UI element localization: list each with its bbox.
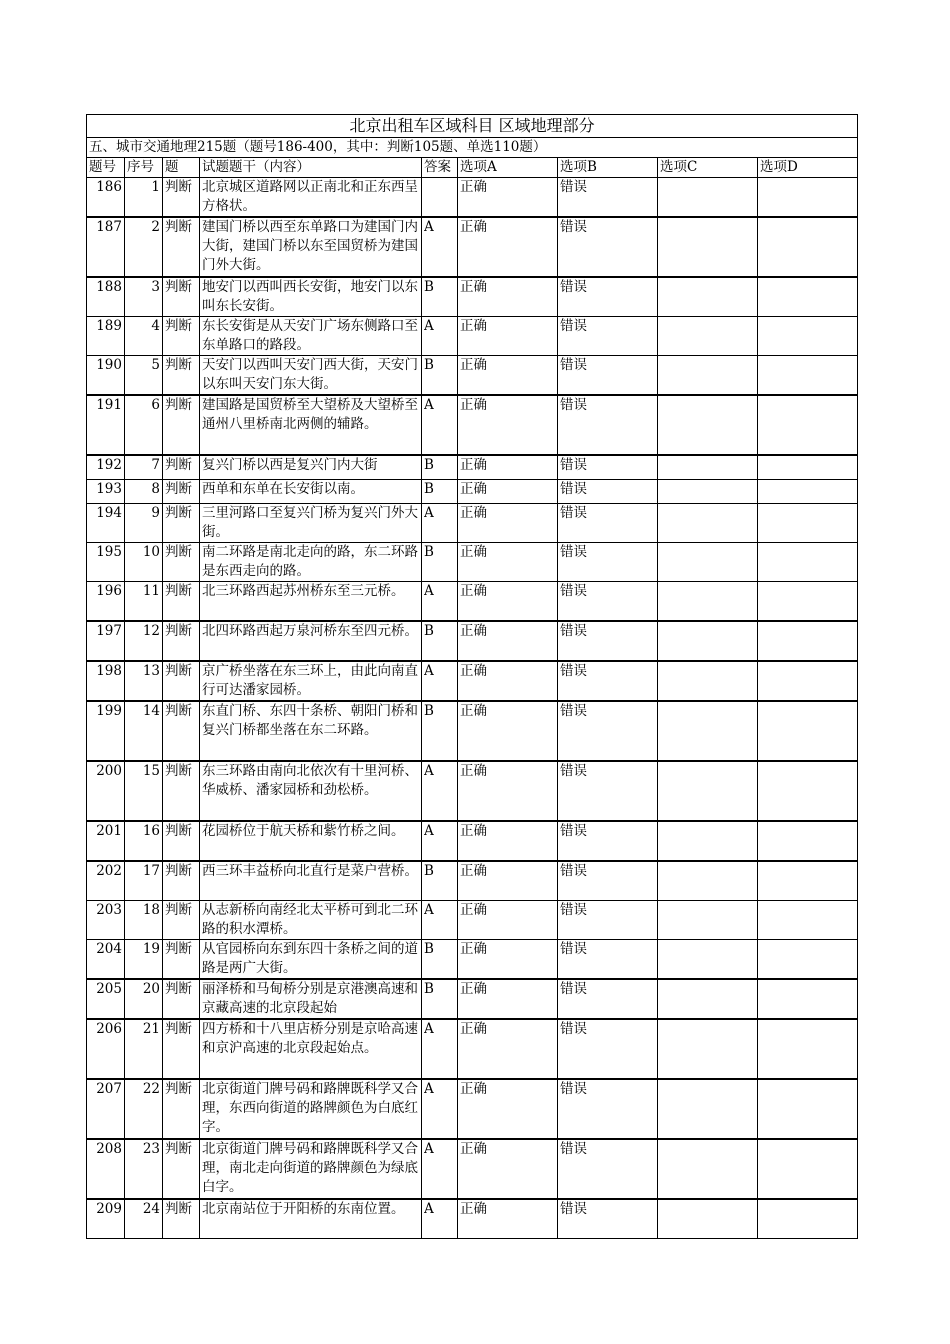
- answer: B: [424, 941, 434, 957]
- sequence-number: 23: [142, 1141, 160, 1157]
- table-row: [87, 940, 858, 980]
- question-number: 201: [96, 823, 122, 839]
- option-a: 正确: [460, 981, 487, 997]
- question-text: 南二环路是南北走向的路，东二环路是东西走向的路。: [202, 544, 418, 579]
- table-row: [87, 1199, 858, 1239]
- answer: A: [424, 505, 434, 521]
- table-row: [87, 701, 858, 761]
- question-text: 从官园桥向东到东四十条桥之间的道路是两广大街。: [202, 941, 418, 976]
- table-row: [87, 1019, 858, 1079]
- sequence-number: 14: [142, 703, 160, 719]
- question-type: 判断: [165, 318, 192, 334]
- table-row: [87, 356, 858, 396]
- option-b: 错误: [560, 663, 587, 679]
- answer: A: [424, 1081, 434, 1097]
- answer: B: [424, 703, 434, 719]
- question-table: [86, 114, 858, 1239]
- option-a: 正确: [460, 902, 487, 918]
- header-row: [87, 158, 858, 178]
- option-a: 正确: [460, 505, 487, 521]
- answer: A: [424, 583, 434, 599]
- option-b: 错误: [560, 1141, 587, 1157]
- question-type: 判断: [165, 544, 192, 560]
- option-a: 正确: [460, 1201, 487, 1217]
- question-number: 202: [96, 863, 122, 879]
- answer: A: [424, 823, 434, 839]
- question-number: 200: [96, 763, 122, 779]
- question-type: 判断: [165, 505, 192, 521]
- question-number: 204: [96, 941, 122, 957]
- option-a: 正确: [460, 318, 487, 334]
- table-row: [87, 821, 858, 861]
- option-b: 错误: [560, 179, 587, 195]
- option-a: 正确: [460, 481, 487, 497]
- question-type: 判断: [165, 981, 192, 997]
- question-type: 判断: [165, 663, 192, 679]
- question-type: 判断: [165, 902, 192, 918]
- option-a: 正确: [460, 583, 487, 599]
- option-b: 错误: [560, 902, 587, 918]
- question-number: 206: [96, 1021, 122, 1037]
- sequence-number: 2: [151, 219, 160, 235]
- option-a: 正确: [460, 763, 487, 779]
- answer: A: [424, 219, 434, 235]
- option-b: 错误: [560, 703, 587, 719]
- question-text: 北京街道门牌号码和路牌既科学又合理，东西向街道的路牌颜色为白底红字。: [202, 1081, 418, 1135]
- question-number: 192: [96, 457, 122, 473]
- option-b: 错误: [560, 1201, 587, 1217]
- answer: B: [424, 279, 434, 295]
- answer: B: [424, 623, 434, 639]
- table-row: [87, 395, 858, 455]
- question-type: 判断: [165, 863, 192, 879]
- sequence-number: 12: [142, 623, 160, 639]
- table-row: [87, 979, 858, 1019]
- option-b: 错误: [560, 481, 587, 497]
- option-a: 正确: [460, 219, 487, 235]
- sequence-number: 15: [142, 763, 160, 779]
- answer: A: [424, 763, 434, 779]
- question-text: 东三环路由南向北依次有十里河桥、华威桥、潘家园桥和劲松桥。: [202, 763, 418, 798]
- question-text: 西三环丰益桥向北直行是菜户营桥。: [202, 863, 418, 879]
- sequence-number: 9: [151, 505, 160, 521]
- question-number: 190: [96, 357, 122, 373]
- option-b: 错误: [560, 318, 587, 334]
- answer: B: [424, 981, 434, 997]
- question-text: 从志新桥向南经北太平桥可到北二环路的积水潭桥。: [202, 902, 418, 937]
- section-heading: 五、城市交通地理215题（题号186-400，其中：判断105题、单选110题）: [87, 138, 858, 158]
- question-type: 判断: [165, 219, 192, 235]
- table-row: [87, 861, 858, 901]
- sequence-number: 18: [142, 902, 160, 918]
- table-row: [87, 761, 858, 821]
- header-option-c: 选项C: [658, 158, 758, 178]
- sequence-number: 6: [151, 397, 160, 413]
- question-type: 判断: [165, 623, 192, 639]
- answer: B: [424, 544, 434, 560]
- question-text: 东直门桥、东四十条桥、朝阳门桥和复兴门桥都坐落在东二环路。: [202, 703, 418, 738]
- question-number: 209: [96, 1201, 122, 1217]
- question-type: 判断: [165, 1021, 192, 1037]
- option-b: 错误: [560, 623, 587, 639]
- sequence-number: 13: [142, 663, 160, 679]
- question-type: 判断: [165, 397, 192, 413]
- question-text: 北京城区道路网以正南北和正东西呈方格状。: [202, 179, 418, 214]
- table-row: [87, 178, 858, 218]
- question-text: 复兴门桥以西是复兴门内大街: [202, 457, 378, 473]
- question-number: 187: [96, 219, 122, 235]
- header-seq: 序号: [125, 158, 163, 178]
- question-text: 地安门以西叫西长安街，地安门以东叫东长安街。: [202, 279, 418, 314]
- table-row: [87, 901, 858, 940]
- option-a: 正确: [460, 357, 487, 373]
- sequence-number: 7: [151, 457, 160, 473]
- option-a: 正确: [460, 1141, 487, 1157]
- option-b: 错误: [560, 863, 587, 879]
- header-option-b: 选项B: [558, 158, 658, 178]
- header-question-text: 试题题干（内容）: [200, 158, 422, 178]
- header-answer: 答案: [422, 158, 458, 178]
- question-text: 北三环路西起苏州桥东至三元桥。: [202, 583, 405, 599]
- question-text: 丽泽桥和马甸桥分别是京港澳高速和京藏高速的北京段起始: [202, 981, 418, 1016]
- sequence-number: 16: [142, 823, 160, 839]
- sequence-number: 5: [151, 357, 160, 373]
- answer: A: [424, 1201, 434, 1217]
- sequence-number: 4: [151, 318, 160, 334]
- option-a: 正确: [460, 1081, 487, 1097]
- table-row: [87, 543, 858, 582]
- question-text: 北京南站位于开阳桥的东南位置。: [202, 1201, 405, 1217]
- answer: B: [424, 457, 434, 473]
- option-a: 正确: [460, 823, 487, 839]
- option-b: 错误: [560, 981, 587, 997]
- question-number: 196: [96, 583, 122, 599]
- question-type: 判断: [165, 941, 192, 957]
- sequence-number: 24: [142, 1201, 160, 1217]
- question-text: 京广桥坐落在东三环上，由此向南直行可达潘家园桥。: [202, 663, 418, 698]
- option-b: 错误: [560, 357, 587, 373]
- question-number: 208: [96, 1141, 122, 1157]
- option-b: 错误: [560, 219, 587, 235]
- question-type: 判断: [165, 457, 192, 473]
- table-row: [87, 621, 858, 661]
- question-number: 199: [96, 703, 122, 719]
- answer: B: [424, 863, 434, 879]
- question-text: 三里河路口至复兴门桥为复兴门外大街。: [202, 505, 418, 540]
- sequence-number: 11: [142, 583, 160, 599]
- question-text: 东长安街是从天安门广场东侧路口至东单路口的路段。: [202, 318, 418, 353]
- question-sheet: [86, 114, 857, 1239]
- option-b: 错误: [560, 544, 587, 560]
- question-number: 193: [96, 481, 122, 497]
- question-type: 判断: [165, 823, 192, 839]
- answer: A: [424, 397, 434, 413]
- question-number: 195: [96, 544, 122, 560]
- question-type: 判断: [165, 179, 192, 195]
- header-question-no: 题号: [87, 158, 125, 178]
- question-text: 四方桥和十八里店桥分别是京哈高速和京沪高速的北京段起始点。: [202, 1021, 418, 1056]
- option-a: 正确: [460, 863, 487, 879]
- option-b: 错误: [560, 941, 587, 957]
- answer: B: [424, 357, 434, 373]
- table-row: [87, 1079, 858, 1139]
- sequence-number: 10: [142, 544, 160, 560]
- answer: A: [424, 1141, 434, 1157]
- question-type: 判断: [165, 357, 192, 373]
- sequence-number: 22: [142, 1081, 160, 1097]
- question-text: 北四环路西起万泉河桥东至四元桥。: [202, 623, 418, 639]
- sequence-number: 19: [142, 941, 160, 957]
- option-b: 错误: [560, 823, 587, 839]
- answer: A: [424, 1021, 434, 1037]
- table-row: [87, 317, 858, 356]
- header-option-a: 选项A: [458, 158, 558, 178]
- question-number: 197: [96, 623, 122, 639]
- question-number: 203: [96, 902, 122, 918]
- option-a: 正确: [460, 397, 487, 413]
- table-row: [87, 455, 858, 480]
- option-b: 错误: [560, 763, 587, 779]
- question-type: 判断: [165, 1081, 192, 1097]
- option-a: 正确: [460, 457, 487, 473]
- question-number: 194: [96, 505, 122, 521]
- sequence-number: 3: [151, 279, 160, 295]
- option-a: 正确: [460, 623, 487, 639]
- option-a: 正确: [460, 663, 487, 679]
- question-text: 西单和东单在长安街以南。: [202, 481, 364, 497]
- table-row: [87, 217, 858, 277]
- option-b: 错误: [560, 457, 587, 473]
- question-number: 207: [96, 1081, 122, 1097]
- option-b: 错误: [560, 1081, 587, 1097]
- answer: A: [424, 318, 434, 334]
- question-number: 198: [96, 663, 122, 679]
- question-type: 判断: [165, 763, 192, 779]
- option-a: 正确: [460, 179, 487, 195]
- question-number: 191: [96, 397, 122, 413]
- sequence-number: 1: [151, 179, 160, 195]
- question-text: 天安门以西叫天安门西大街，天安门以东叫天安门东大街。: [202, 357, 418, 392]
- option-a: 正确: [460, 544, 487, 560]
- table-row: [87, 504, 858, 543]
- table-row: [87, 480, 858, 504]
- sequence-number: 8: [151, 481, 160, 497]
- option-b: 错误: [560, 505, 587, 521]
- question-text: 北京街道门牌号码和路牌既科学又合理，南北走向街道的路牌颜色为绿底白字。: [202, 1141, 418, 1195]
- table-row: [87, 582, 858, 622]
- question-type: 判断: [165, 583, 192, 599]
- option-a: 正确: [460, 1021, 487, 1037]
- question-type: 判断: [165, 1141, 192, 1157]
- question-type: 判断: [165, 1201, 192, 1217]
- option-b: 错误: [560, 583, 587, 599]
- sheet-title: 北京出租车区域科目 区域地理部分: [87, 115, 858, 138]
- question-text: 建国门桥以西至东单路口为建国门内大街，建国门桥以东至国贸桥为建国门外大街。: [202, 219, 418, 273]
- header-type: 题: [163, 158, 200, 178]
- option-a: 正确: [460, 279, 487, 295]
- table-row: [87, 661, 858, 701]
- option-a: 正确: [460, 703, 487, 719]
- question-text: 花园桥位于航天桥和紫竹桥之间。: [202, 823, 405, 839]
- option-b: 错误: [560, 279, 587, 295]
- answer: A: [424, 902, 434, 918]
- question-text: 建国路是国贸桥至大望桥及大望桥至通州八里桥南北两侧的辅路。: [202, 397, 418, 432]
- option-b: 错误: [560, 397, 587, 413]
- question-number: 189: [96, 318, 122, 334]
- question-number: 188: [96, 279, 122, 295]
- answer: B: [424, 481, 434, 497]
- option-b: 错误: [560, 1021, 587, 1037]
- question-type: 判断: [165, 279, 192, 295]
- header-option-d: 选项D: [758, 158, 858, 178]
- answer: A: [424, 663, 434, 679]
- sequence-number: 17: [142, 863, 160, 879]
- question-type: 判断: [165, 703, 192, 719]
- option-a: 正确: [460, 941, 487, 957]
- question-type: 判断: [165, 481, 192, 497]
- sequence-number: 21: [142, 1021, 160, 1037]
- table-row: [87, 1139, 858, 1199]
- question-number: 186: [96, 179, 122, 195]
- question-number: 205: [96, 981, 122, 997]
- sequence-number: 20: [142, 981, 160, 997]
- table-row: [87, 277, 858, 317]
